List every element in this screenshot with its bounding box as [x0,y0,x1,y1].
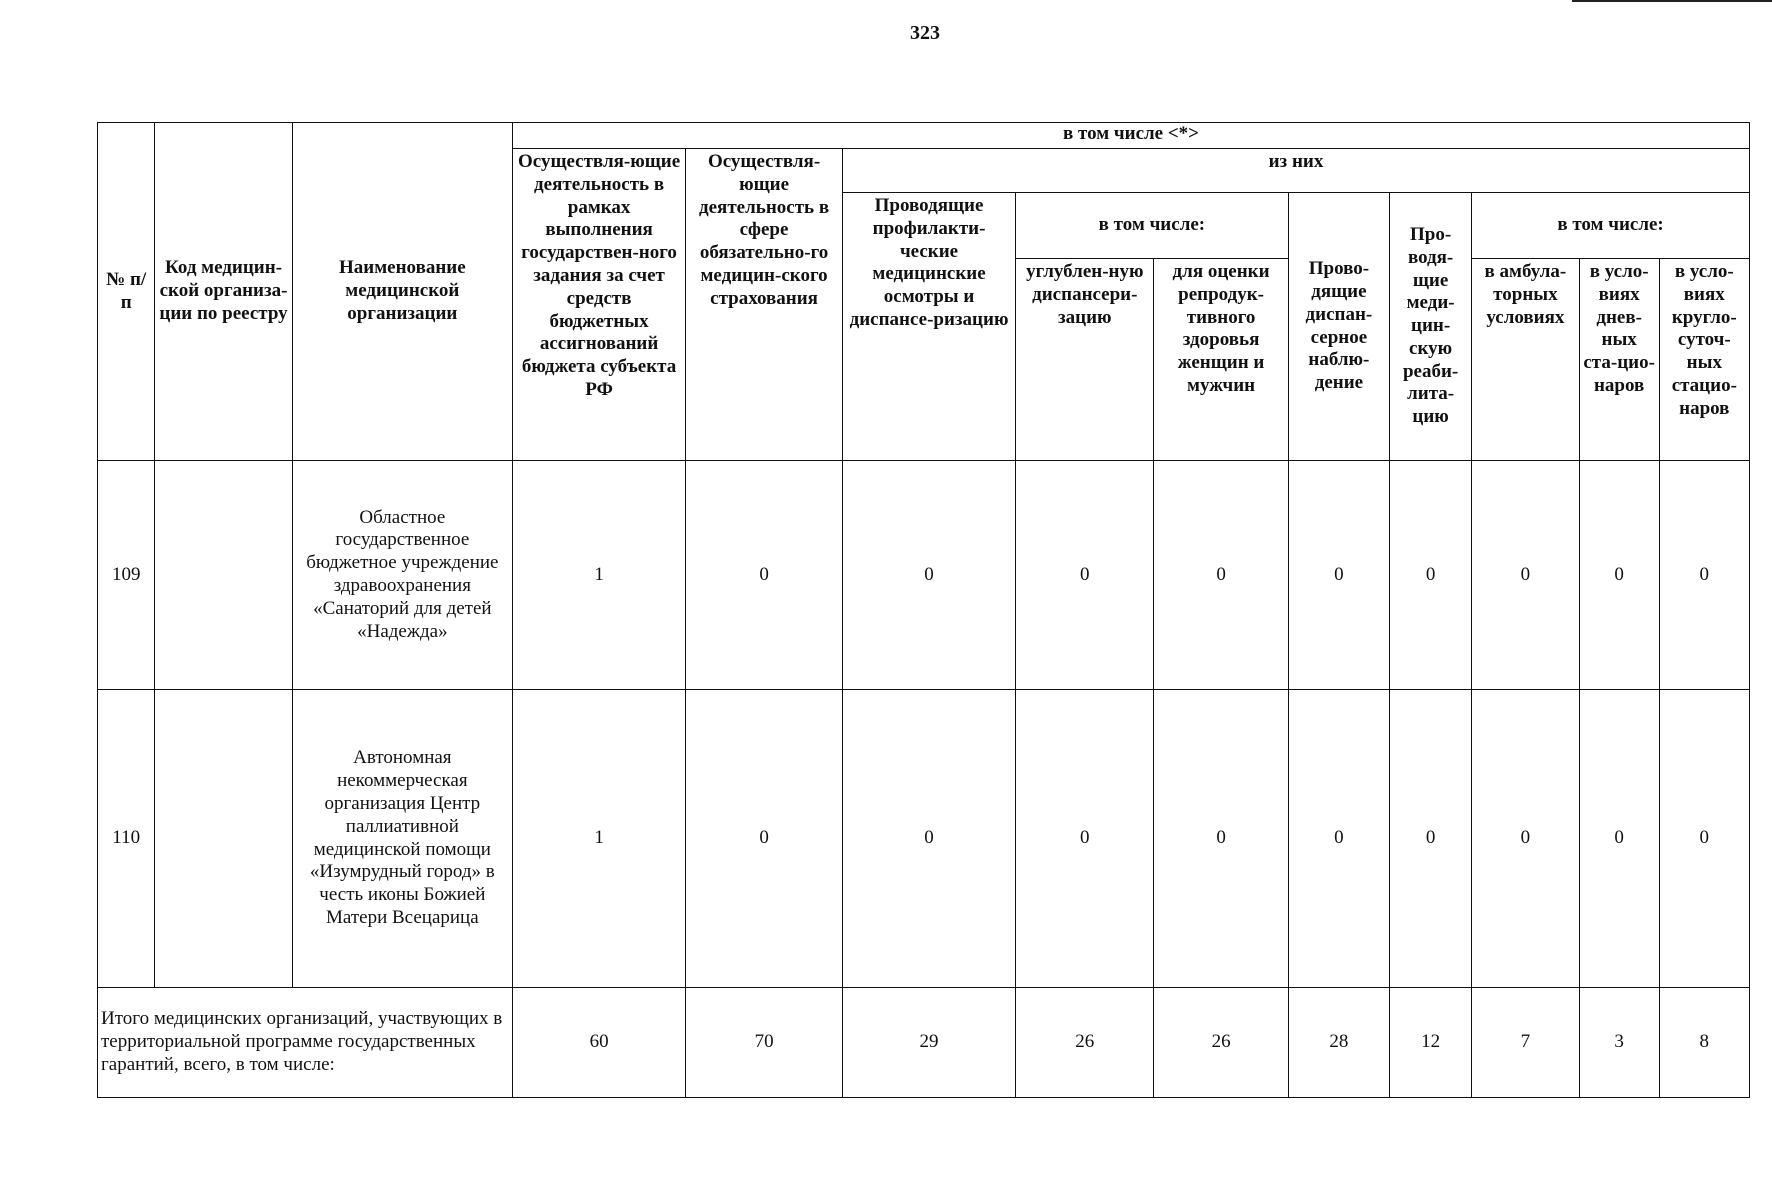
total-amb: 7 [1472,988,1580,1098]
header-rehab: Про-водя-щие меди-цин-скую реаби-лита-цию [1390,193,1472,461]
cell-day: 0 [1579,461,1659,690]
cell-disp: 0 [1288,690,1389,988]
header-of-them: из них [842,149,1749,193]
header-deep: углублен-ную диспансери-зацию [1016,259,1154,461]
header-oms: Осуществля-ющие деятельность в сфере обязательно-го медицин-ского страхования [686,149,843,461]
total-budget: 60 [513,988,686,1098]
total-prof: 29 [842,988,1015,1098]
row-num: 110 [98,690,155,988]
header-day: в усло-виях днев-ных ста-цио-наров [1579,259,1659,461]
cell-amb: 0 [1472,690,1580,988]
total-rehab: 12 [1390,988,1472,1098]
cell-deep: 0 [1016,690,1154,988]
cell-day: 0 [1579,690,1659,988]
cell-amb: 0 [1472,461,1580,690]
cell-oms: 0 [686,690,843,988]
cell-repro: 0 [1154,461,1288,690]
header-disp: Прово-дящие диспан-серное наблю-дение [1288,193,1389,461]
cell-rehab: 0 [1390,690,1472,988]
cell-round: 0 [1659,461,1749,690]
cell-oms: 0 [686,461,843,690]
total-label: Итого медицинских организаций, участвующих в территориальной программе государственных гарантий, всего, в том числе: [98,988,513,1098]
top-edge-line [1572,0,1772,2]
cell-round: 0 [1659,690,1749,988]
header-including-3: в том числе: [1472,193,1750,259]
total-deep: 26 [1016,988,1154,1098]
row-code [155,461,292,690]
header-num: № п/п [98,123,155,461]
total-day: 3 [1579,988,1659,1098]
cell-repro: 0 [1154,690,1288,988]
page-number: 323 [910,22,940,44]
header-code: Код медицин-ской организа-ции по реестру [155,123,292,461]
cell-prof: 0 [842,690,1015,988]
cell-deep: 0 [1016,461,1154,690]
cell-prof: 0 [842,461,1015,690]
cell-rehab: 0 [1390,461,1472,690]
header-budget: Осуществля-ющие деятельность в рамках выполнения государствен-ного задания за счет средств бюджетных ассигнований бюджета субъекта РФ [513,149,686,461]
header-prof: Проводящие профилакти-ческие медицинские осмотры и диспансе-ризацию [842,193,1015,461]
cell-disp: 0 [1288,461,1389,690]
cell-budget: 1 [513,461,686,690]
row-code [155,690,292,988]
header-amb: в амбула-торных условиях [1472,259,1580,461]
header-round: в усло-виях кругло-суточ-ных стацио-наров [1659,259,1749,461]
header-row-1 [98,123,1750,149]
cell-budget: 1 [513,690,686,988]
organizations-table [97,122,1750,1098]
header-including-2: в том числе: [1016,193,1289,259]
table-row [98,690,1750,988]
row-org-name: Автономная некоммерческая организация Центр паллиативной медицинской помощи «Изумрудный город» в честь иконы Божией Матери Всецарица [292,690,512,988]
row-org-name: Областное государственное бюджетное учреждение здравоохранения «Санаторий для детей «Надежда» [292,461,512,690]
total-disp: 28 [1288,988,1389,1098]
total-repro: 26 [1154,988,1288,1098]
header-repro: для оценки репродук-тивного здоровья женщин и мужчин [1154,259,1288,461]
table-row [98,461,1750,690]
total-row [98,988,1750,1098]
total-oms: 70 [686,988,843,1098]
total-round: 8 [1659,988,1749,1098]
header-including: в том числе <*> [513,123,1750,149]
row-num: 109 [98,461,155,690]
header-name: Наименование медицинской организации [292,123,512,461]
